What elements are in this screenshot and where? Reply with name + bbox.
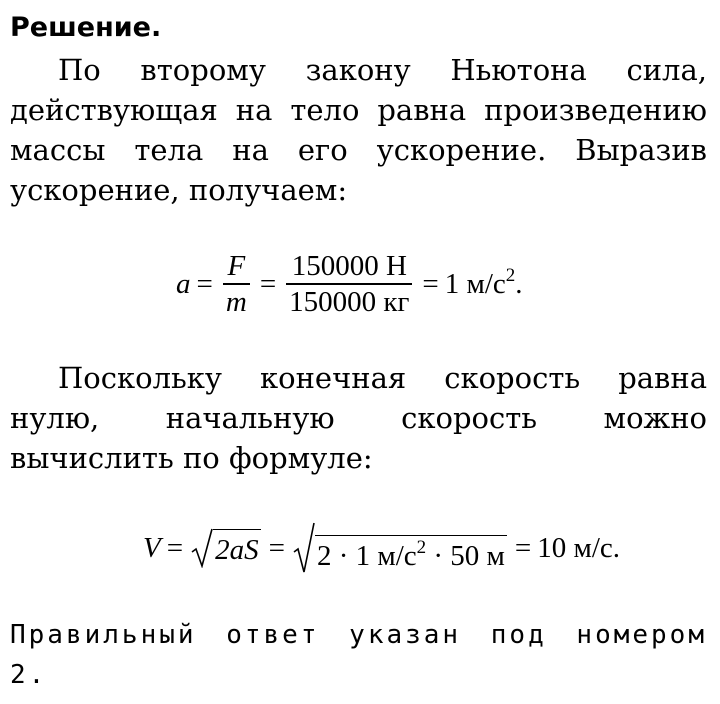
equals-sign: = bbox=[196, 267, 213, 300]
exponent: 2 bbox=[416, 537, 427, 558]
equals-sign: = bbox=[166, 531, 184, 564]
radicand: 2aS bbox=[213, 529, 261, 568]
formula-period: . bbox=[515, 267, 523, 300]
square-root-numeric bbox=[293, 522, 507, 574]
acceleration-result bbox=[444, 264, 523, 301]
exponent: 2 bbox=[505, 264, 516, 286]
equals-sign: = bbox=[514, 531, 532, 564]
radicand bbox=[315, 535, 507, 574]
force-over-mass-fraction bbox=[223, 250, 250, 318]
equals-sign: = bbox=[268, 531, 285, 564]
velocity-symbol: V bbox=[143, 531, 161, 564]
acceleration-symbol: a bbox=[176, 267, 191, 300]
radicand-part: · 50 м bbox=[426, 540, 505, 572]
fraction-numerator: 150000 Н bbox=[291, 250, 407, 283]
answer-statement: Правильный ответ указан под номером 2. bbox=[10, 620, 707, 690]
square-root-symbolic bbox=[191, 528, 261, 568]
radicand-part: 2 · 1 м/с bbox=[316, 540, 417, 572]
solution-paragraph-2: Поскольку конечная скорость равна нулю, начальную скорость можно вычислить по формуле: bbox=[10, 361, 707, 475]
radical-sign-icon bbox=[191, 528, 213, 568]
result-value: 1 м/с bbox=[444, 267, 506, 300]
fraction-numerator: F bbox=[227, 250, 246, 283]
equals-sign: = bbox=[259, 267, 277, 300]
velocity-result: 10 м/с. bbox=[537, 531, 621, 564]
velocity-formula bbox=[143, 515, 620, 581]
solution-heading: Решение. bbox=[10, 12, 162, 43]
numeric-fraction bbox=[286, 250, 412, 318]
fraction-denominator: 150000 кг bbox=[289, 285, 410, 318]
equals-sign: = bbox=[422, 267, 439, 300]
acceleration-formula bbox=[176, 248, 523, 320]
solution-paragraph-1: По второму закону Ньютона сила, действующая на тело равна произведению массы тела на его ускорение. Выразив ускорение, получаем: bbox=[10, 53, 707, 207]
radical-sign-icon bbox=[293, 522, 315, 574]
fraction-denominator: m bbox=[225, 285, 247, 318]
